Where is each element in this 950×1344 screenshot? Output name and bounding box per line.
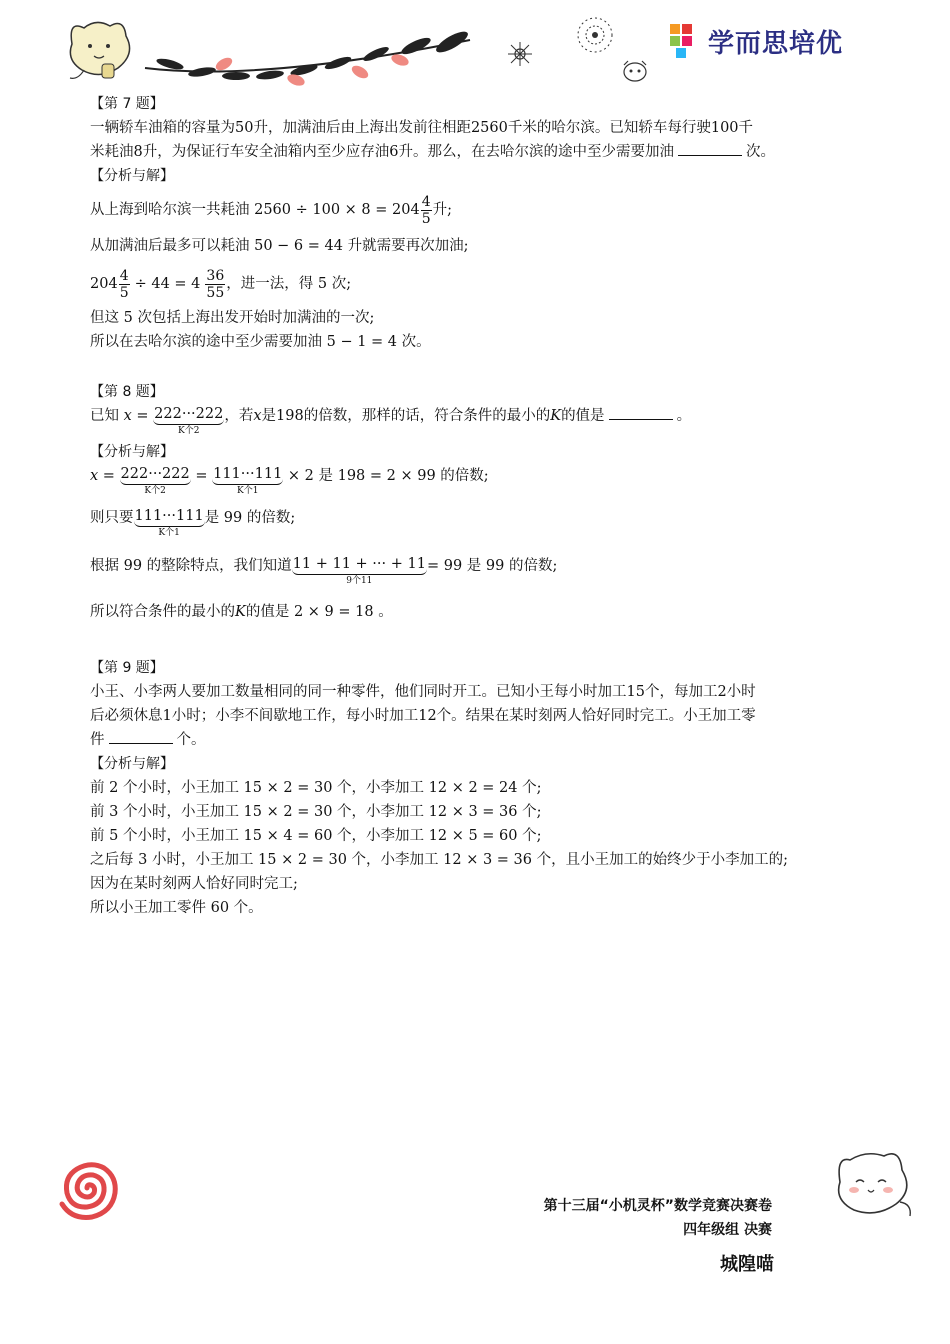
solution-line: 前 3 个小时，小王加工 15 × 2 = 30 个，小李加工 12 × 3 = 36 个; <box>90 804 542 820</box>
solution-line: 所以符合条件的最小的K的值是 2 × 9 = 18 。 <box>90 604 393 620</box>
question-text: 件 个。 <box>90 728 870 752</box>
logo-text: 学而思培优 <box>708 28 844 59</box>
cat-doodle-icon <box>826 1142 918 1226</box>
solution-line: 从加满油后最多可以耗油 50 − 6 = 44 升就需要再次加油; <box>90 238 469 254</box>
solution-line: 前 2 个小时，小王加工 15 × 2 = 30 个，小李加工 12 × 2 = 24 个; <box>90 780 542 796</box>
answer-blank <box>678 141 742 156</box>
question-title: 【第 8 题】 <box>90 384 164 400</box>
dandelion-doodle-icon <box>574 14 616 56</box>
fraction: $\frac{4}{5}$ <box>119 267 129 301</box>
small-creature-doodle-icon <box>620 56 650 84</box>
question-text: 后必须休息1小时；小李不间歇地工作，每小时加工12个。结果在某时刻两人恰好同时完工。小王加工零 <box>90 708 756 724</box>
answer-blank <box>109 729 173 744</box>
question-9 <box>90 656 870 920</box>
solution-line: 因为在某时刻两人恰好同时完工; <box>90 876 298 892</box>
logo-mark-icon <box>666 22 702 60</box>
underbrace: 111···111 K个1 <box>213 466 283 496</box>
solution-line: 之后每 3 小时，小王加工 15 × 2 = 30 个，小李加工 12 × 3 = 36 个，且小王加工的始终少于小李加工的; <box>90 852 788 868</box>
question-text: 已知 x = 222···222 K个2 ，若x是198的倍数，那样的话，符合条件的最小的K的值是 。 <box>90 406 692 436</box>
question-text: 米耗油8升，为保证行车安全油箱内至少应存油6升。那么，在去哈尔滨的途中至少需要加油 次。 <box>90 140 870 164</box>
solution-line: 所以小王加工零件 60 个。 <box>90 900 263 916</box>
document-body <box>90 92 870 920</box>
solution-line: 204 $\frac{4}{5}$ ÷ 44 = 4 $\frac{36}{55}$ ，进一法，得 5 次; <box>90 267 352 301</box>
fraction: $\frac{4}{5}$ <box>421 193 431 227</box>
underbrace: 222···222 K个2 <box>154 406 224 436</box>
question-8 <box>90 380 870 624</box>
spiral-doodle-icon <box>52 1150 122 1224</box>
underbrace: 111···111 K个1 <box>134 508 204 538</box>
question-text: 小王、小李两人要加工数量相同的同一种零件，他们同时开工。已知小王每小时加工15个，每加工2小时 <box>90 684 756 700</box>
brand-logo <box>666 22 843 60</box>
footer-author: 城隍喵 <box>720 1254 774 1275</box>
leaf-vine-icon <box>140 30 480 90</box>
footer-exam-title: 第十三届“小机灵杯”数学竞赛决赛卷 四年级组 决赛 <box>543 1198 772 1238</box>
analysis-title: 【分析与解】 <box>90 168 174 184</box>
flower-doodle-icon <box>506 40 534 68</box>
analysis-title: 【分析与解】 <box>90 756 174 772</box>
cat-doodle-icon <box>64 14 144 86</box>
solution-line: 则只要 111···111 K个1 是 99 的倍数; <box>90 508 296 538</box>
solution-line: 前 5 个小时，小王加工 15 × 4 = 60 个，小李加工 12 × 5 = 60 个; <box>90 828 542 844</box>
question-title: 【第 9 题】 <box>90 660 164 676</box>
solution-line: x = 222···222 K个2 = 111···111 K个1 × 2 是 198 = 2 × 99 的倍数; <box>90 466 489 496</box>
fraction: $\frac{36}{55}$ <box>206 267 225 301</box>
solution-line: 根据 99 的整除特点，我们知道 11 + 11 + ··· + 11 9个11 = 99 是 99 的倍数; <box>90 556 558 586</box>
answer-blank <box>609 405 673 420</box>
underbrace: 11 + 11 + ··· + 11 9个11 <box>292 556 426 586</box>
solution-line: 从上海到哈尔滨一共耗油 2560 ÷ 100 × 8 = 204 $\frac{4}{5}$ 升; <box>90 193 453 227</box>
solution-line: 但这 5 次包括上海出发开始时加满油的一次; <box>90 310 375 326</box>
solution-line: 所以在去哈尔滨的途中至少需要加油 5 − 1 = 4 次。 <box>90 334 431 350</box>
question-7 <box>90 92 870 354</box>
question-text: 一辆轿车油箱的容量为50升，加满油后由上海出发前往相距2560千米的哈尔滨。已知轿车每行驶100千 <box>90 120 754 136</box>
analysis-title: 【分析与解】 <box>90 444 174 460</box>
question-title: 【第 7 题】 <box>90 96 164 112</box>
underbrace: 222···222 K个2 <box>120 466 190 496</box>
